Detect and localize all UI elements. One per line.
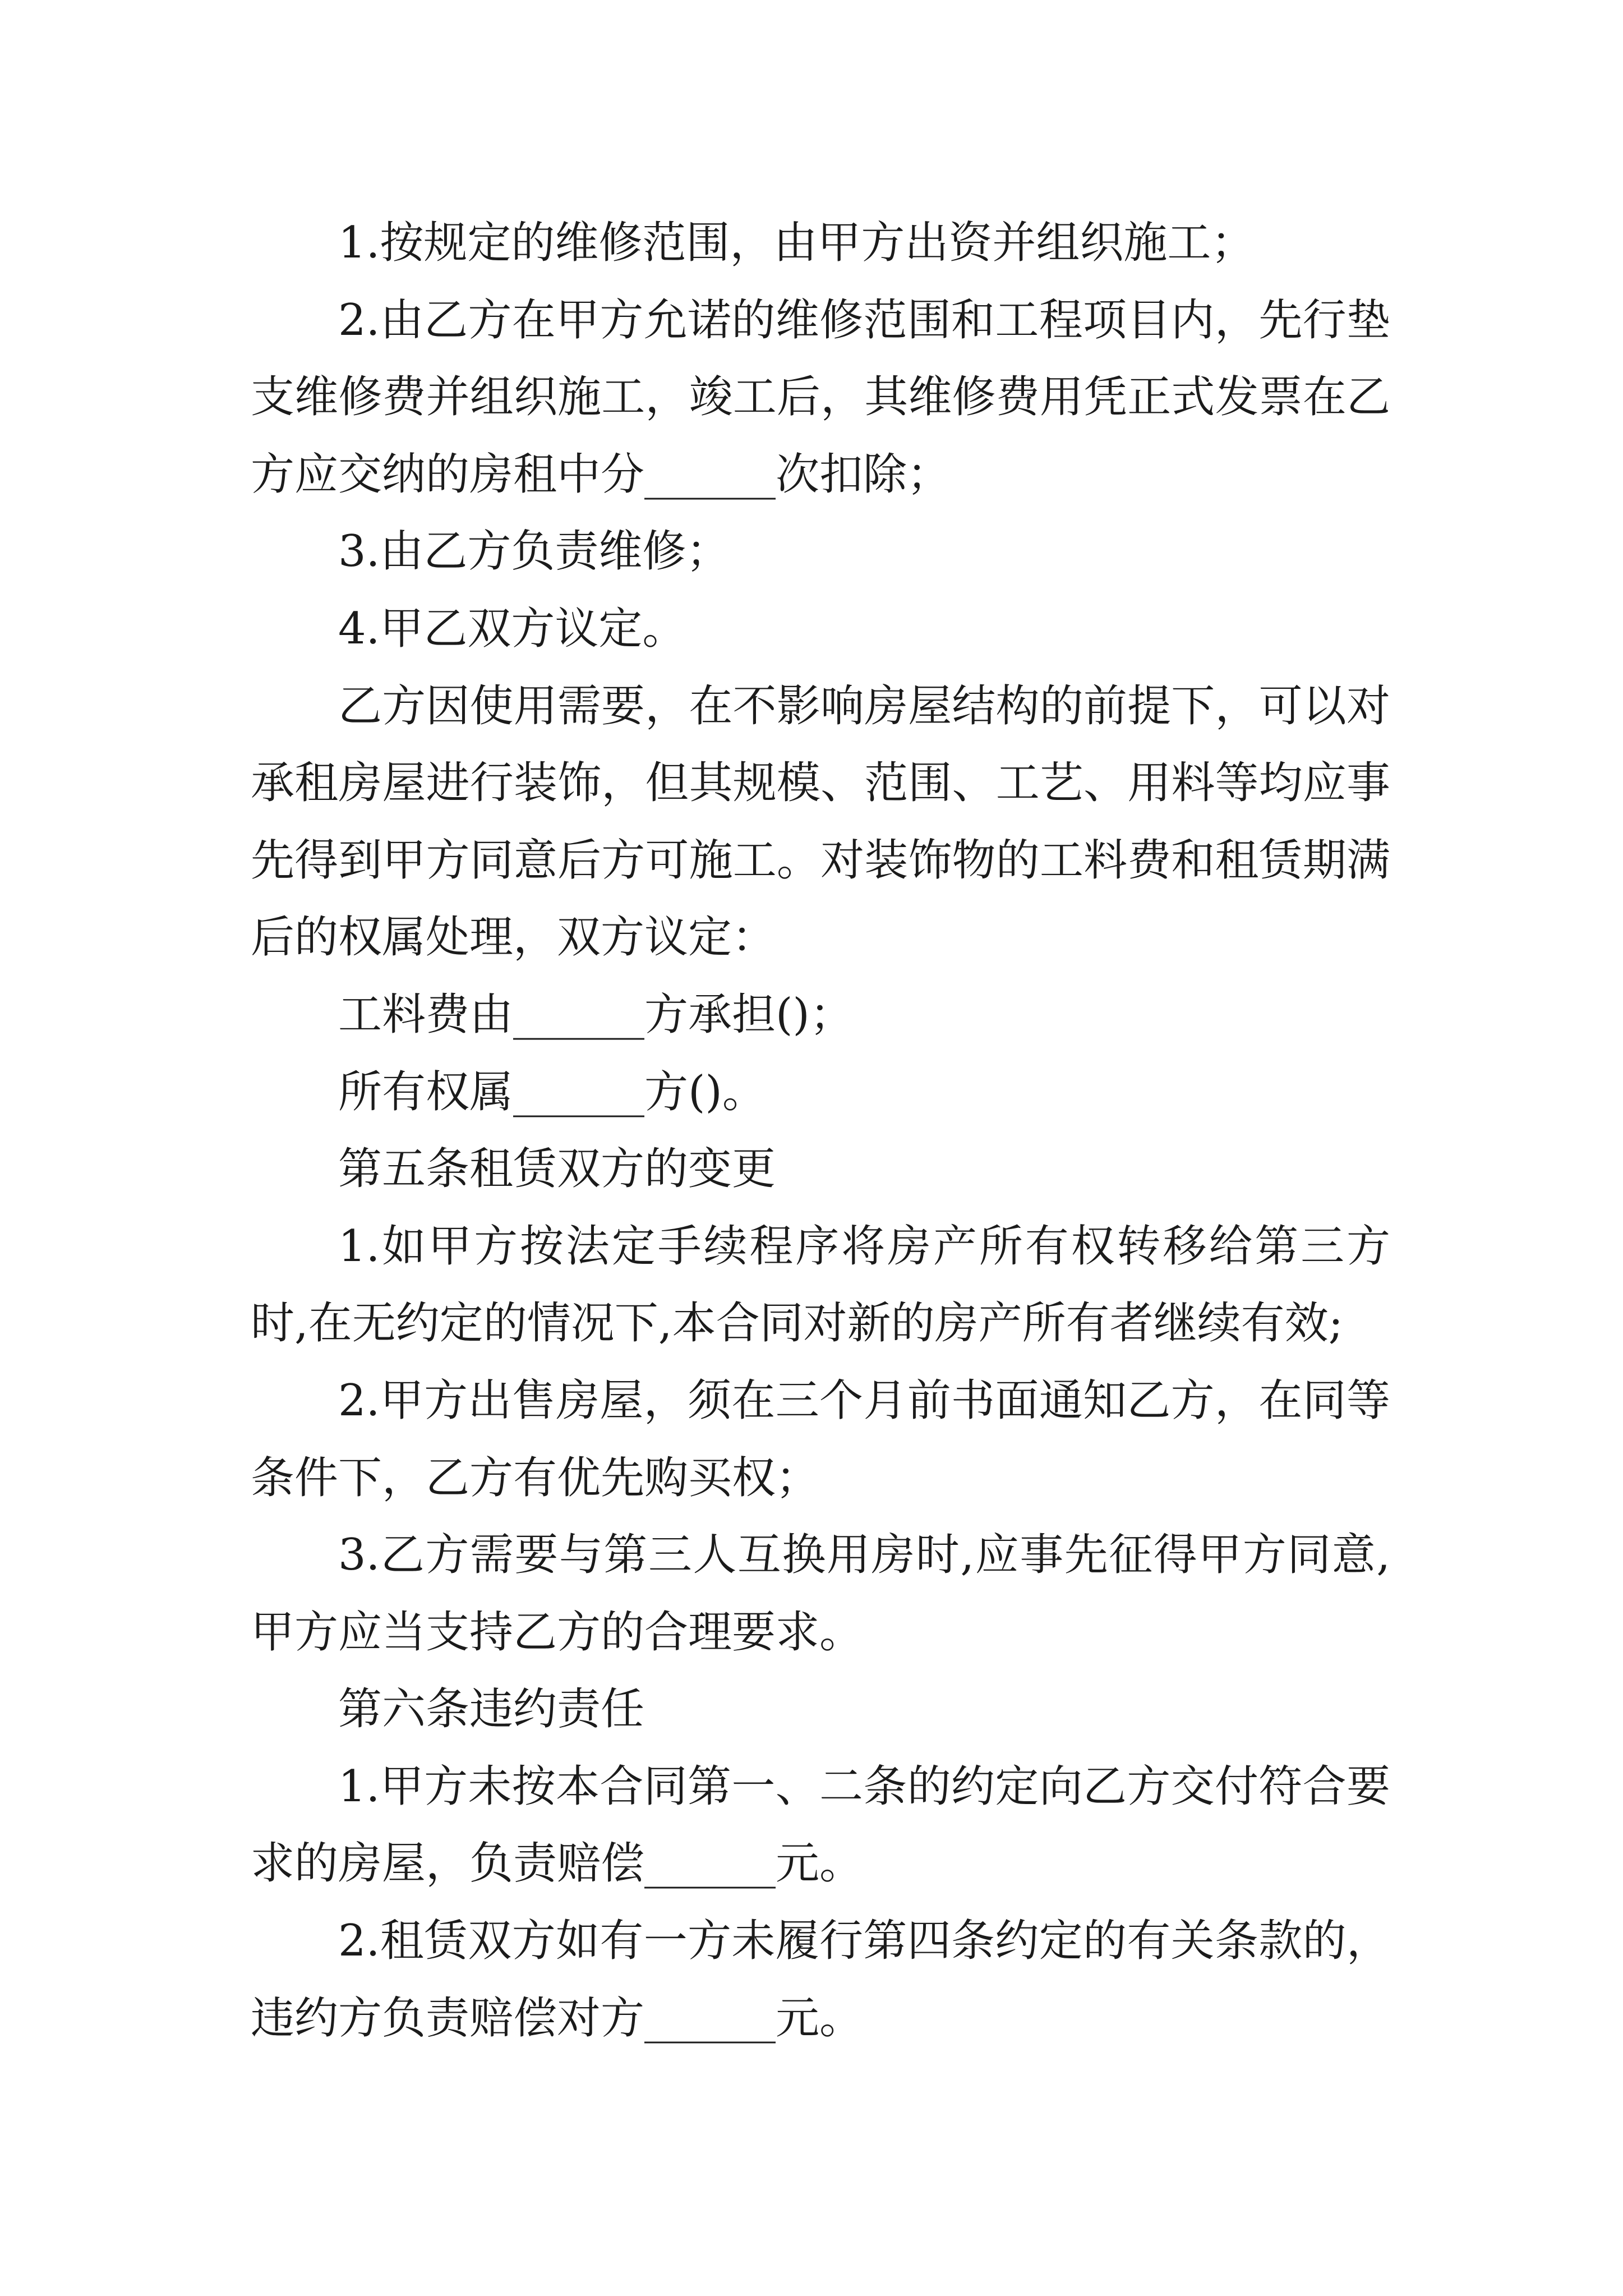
repair-option-2 xyxy=(251,282,1390,514)
text-line: 违约方负责赔偿对方______元。 xyxy=(251,1993,864,2044)
text-line: 第五条租赁双方的变更 xyxy=(338,1144,776,1195)
text-line: 所有权属______方()。 xyxy=(338,1066,766,1117)
text-line: 3.由乙方负责维修； xyxy=(338,526,730,577)
text-line: 后的权属处理，双方议定： xyxy=(251,912,776,963)
article-5-item-2 xyxy=(251,1363,1390,1517)
article-5-item-3 xyxy=(251,1517,1390,1671)
material-cost-line xyxy=(251,977,1390,1054)
decoration-clause xyxy=(251,668,1390,977)
repair-option-3 xyxy=(251,513,1390,591)
text-line: 承租房屋进行装饰，但其规模、范围、工艺、用料等均应事 xyxy=(251,758,1390,809)
text-line: 3.乙方需要与第三人互换用房时,应事先征得甲方同意, xyxy=(338,1530,1390,1581)
text-line: 1.如甲方按法定手续程序将房产所有权转移给第三方 xyxy=(338,1221,1390,1272)
text-line: 工料费由______方承担()； xyxy=(338,989,854,1040)
ownership-line xyxy=(251,1054,1390,1131)
text-line: 第六条违约责任 xyxy=(338,1684,645,1735)
text-line: 1.按规定的维修范围，由甲方出资并组织施工； xyxy=(338,218,1255,268)
text-line: 条件下，乙方有优先购买权； xyxy=(251,1452,820,1503)
article-6-item-1 xyxy=(251,1749,1390,1903)
article-6-item-2 xyxy=(251,1903,1390,2057)
text-line: 1.甲方未按本合同第一、二条的约定向乙方交付符合要 xyxy=(338,1761,1390,1812)
text-line: 先得到甲方同意后方可施工。对装饰物的工料费和租赁期满 xyxy=(251,835,1390,886)
text-line: 4.甲乙双方议定。 xyxy=(338,603,686,654)
text-line: 时,在无约定的情况下,本合同对新的房产所有者继续有效; xyxy=(251,1298,1343,1349)
text-line: 2.甲方出售房屋，须在三个月前书面通知乙方，在同等 xyxy=(338,1375,1390,1426)
article-5-item-1 xyxy=(251,1208,1390,1363)
repair-option-1 xyxy=(251,205,1390,282)
text-line: 乙方因使用需要，在不影响房屋结构的前提下，可以对 xyxy=(338,680,1390,731)
text-line: 求的房屋，负责赔偿______元。 xyxy=(251,1838,864,1889)
article-5-heading xyxy=(251,1131,1390,1208)
text-line: 2.由乙方在甲方允诺的维修范围和工程项目内，先行垫 xyxy=(338,295,1390,346)
repair-option-4 xyxy=(251,591,1390,668)
document-body xyxy=(251,205,1390,2057)
text-line: 2.租赁双方如有一方未履行第四条约定的有关条款的， xyxy=(338,1916,1390,1967)
text-line: 甲方应当支持乙方的合理要求。 xyxy=(251,1607,864,1658)
text-line: 方应交纳的房租中分______次扣除； xyxy=(251,449,951,500)
text-line: 支维修费并组织施工，竣工后，其维修费用凭正式发票在乙 xyxy=(251,372,1390,423)
article-6-heading xyxy=(251,1671,1390,1749)
